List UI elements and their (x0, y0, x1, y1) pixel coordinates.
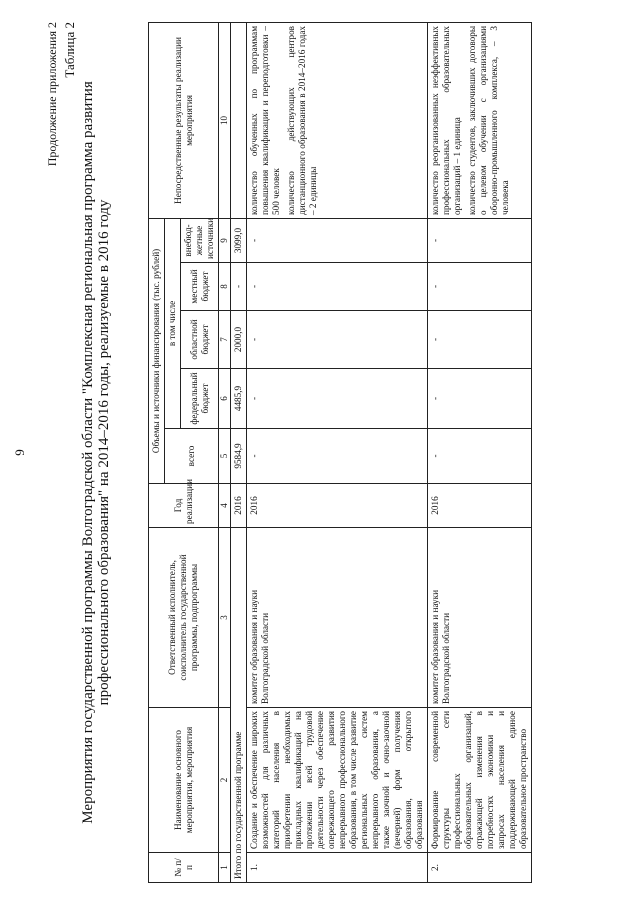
table-label: Таблица 2 (62, 22, 77, 78)
column-number-row (219, 22, 231, 882)
col-number: 8 (219, 263, 231, 311)
total-results (231, 22, 247, 218)
funding-federal: - (428, 369, 532, 429)
funding-regional: - (247, 311, 428, 369)
funding-federal: - (247, 369, 428, 429)
total-year: 2016 (231, 484, 247, 528)
total-regional: 2000,0 (231, 311, 247, 369)
title-line-2: профессионального образования" на 2014–2016 годы, реализуемые в 2016 году (96, 199, 112, 706)
col-number: 6 (219, 369, 231, 429)
results-cell (428, 22, 532, 218)
measure-name: Формирование современной структуры сети профессиональных образовательных организаций, отражающей изменения в потребностях экономики и запросах населения и поддерживающей единое образовательное пространство (428, 708, 532, 853)
funding-regional: - (428, 311, 532, 369)
total-label: Итого по государственной программе (231, 528, 247, 883)
header-name: Наименование основного мероприятия, мероприятия (149, 708, 219, 853)
header-extra: внебюд-жетные источники (181, 218, 219, 262)
col-number: 10 (219, 22, 231, 218)
header-funding: Объемы и источники финансирования (тыс. рублей) (149, 218, 165, 483)
header-executor: Ответственный исполнитель, соисполнитель государственной программы, подпрограммы (149, 528, 219, 708)
result-item: количество обученных по программам повышения квалификации и переподготовки – 500 человек (249, 25, 281, 215)
title-line-1: Мероприятия государственной программы Волгоградской области "Комплексная региональная программа развития (80, 81, 96, 824)
year: 2016 (428, 484, 532, 528)
measure-name: Создание и обеспечение широких возможностей для различных категорий населения в приобретении необходимых прикладных квалификаций на протяжении всей трудовой деятельности через обеспечение опережающего развития непрерывного профессионального образования, в том числе развитие региональных систем непрерывного образования, а также заочной и очно-заочной (вечерней) форм получения образования, открытого образования (247, 708, 428, 853)
funding-local: - (428, 263, 532, 311)
executor: комитет образования и науки Волгоградской области (428, 528, 532, 708)
result-item: количество действующих центров дистанционного образования в 2014–2016 годах – 2 единицы (286, 25, 318, 215)
document-title (80, 40, 112, 865)
funding-extra: - (428, 218, 532, 262)
table-row (247, 22, 428, 882)
total-sum: 9584,9 (231, 429, 247, 484)
header-regional: областной бюджет (181, 311, 219, 369)
col-number: 2 (219, 708, 231, 853)
col-number: 9 (219, 218, 231, 262)
year: 2016 (247, 484, 428, 528)
header-total: всего (165, 429, 219, 484)
executor: комитет образования и науки Волгоградской области (247, 528, 428, 708)
col-number: 1 (219, 853, 231, 883)
funding-total: - (428, 429, 532, 484)
funding-total: - (247, 429, 428, 484)
header-results: Непосредственные результаты реализации мероприятия (149, 22, 219, 218)
row-number: 2. (428, 853, 532, 883)
result-item: количество реорганизованных неэффективных профессиональных образовательных организаций – 1 единица (430, 25, 462, 215)
total-local: - (231, 263, 247, 311)
total-row (231, 22, 247, 882)
total-federal: 4485,9 (231, 369, 247, 429)
header-local: местный бюджет (181, 263, 219, 311)
header-incl: в том числе (165, 218, 181, 428)
header-num: № п/п (149, 853, 219, 883)
appendix-label: Продолжение приложения 2 (45, 22, 59, 167)
table-row (428, 22, 532, 882)
funding-local: - (247, 263, 428, 311)
col-number: 7 (219, 311, 231, 369)
measures-table (148, 22, 532, 883)
results-cell (247, 22, 428, 218)
col-number: 5 (219, 429, 231, 484)
col-number: 4 (219, 484, 231, 528)
funding-extra: - (247, 218, 428, 262)
total-extra: 3099,0 (231, 218, 247, 262)
result-item: количество студентов, заключивших договоры о целевом обучении с организациями оборонно-промышленного комплекса, – 3 человека (467, 25, 510, 215)
header-row-1 (149, 22, 165, 882)
header-year: Год реализации (149, 484, 219, 528)
page-number: 9 (12, 449, 27, 456)
col-number: 3 (219, 528, 231, 708)
header-federal: федеральный бюджет (181, 369, 219, 429)
row-number: 1. (247, 853, 428, 883)
